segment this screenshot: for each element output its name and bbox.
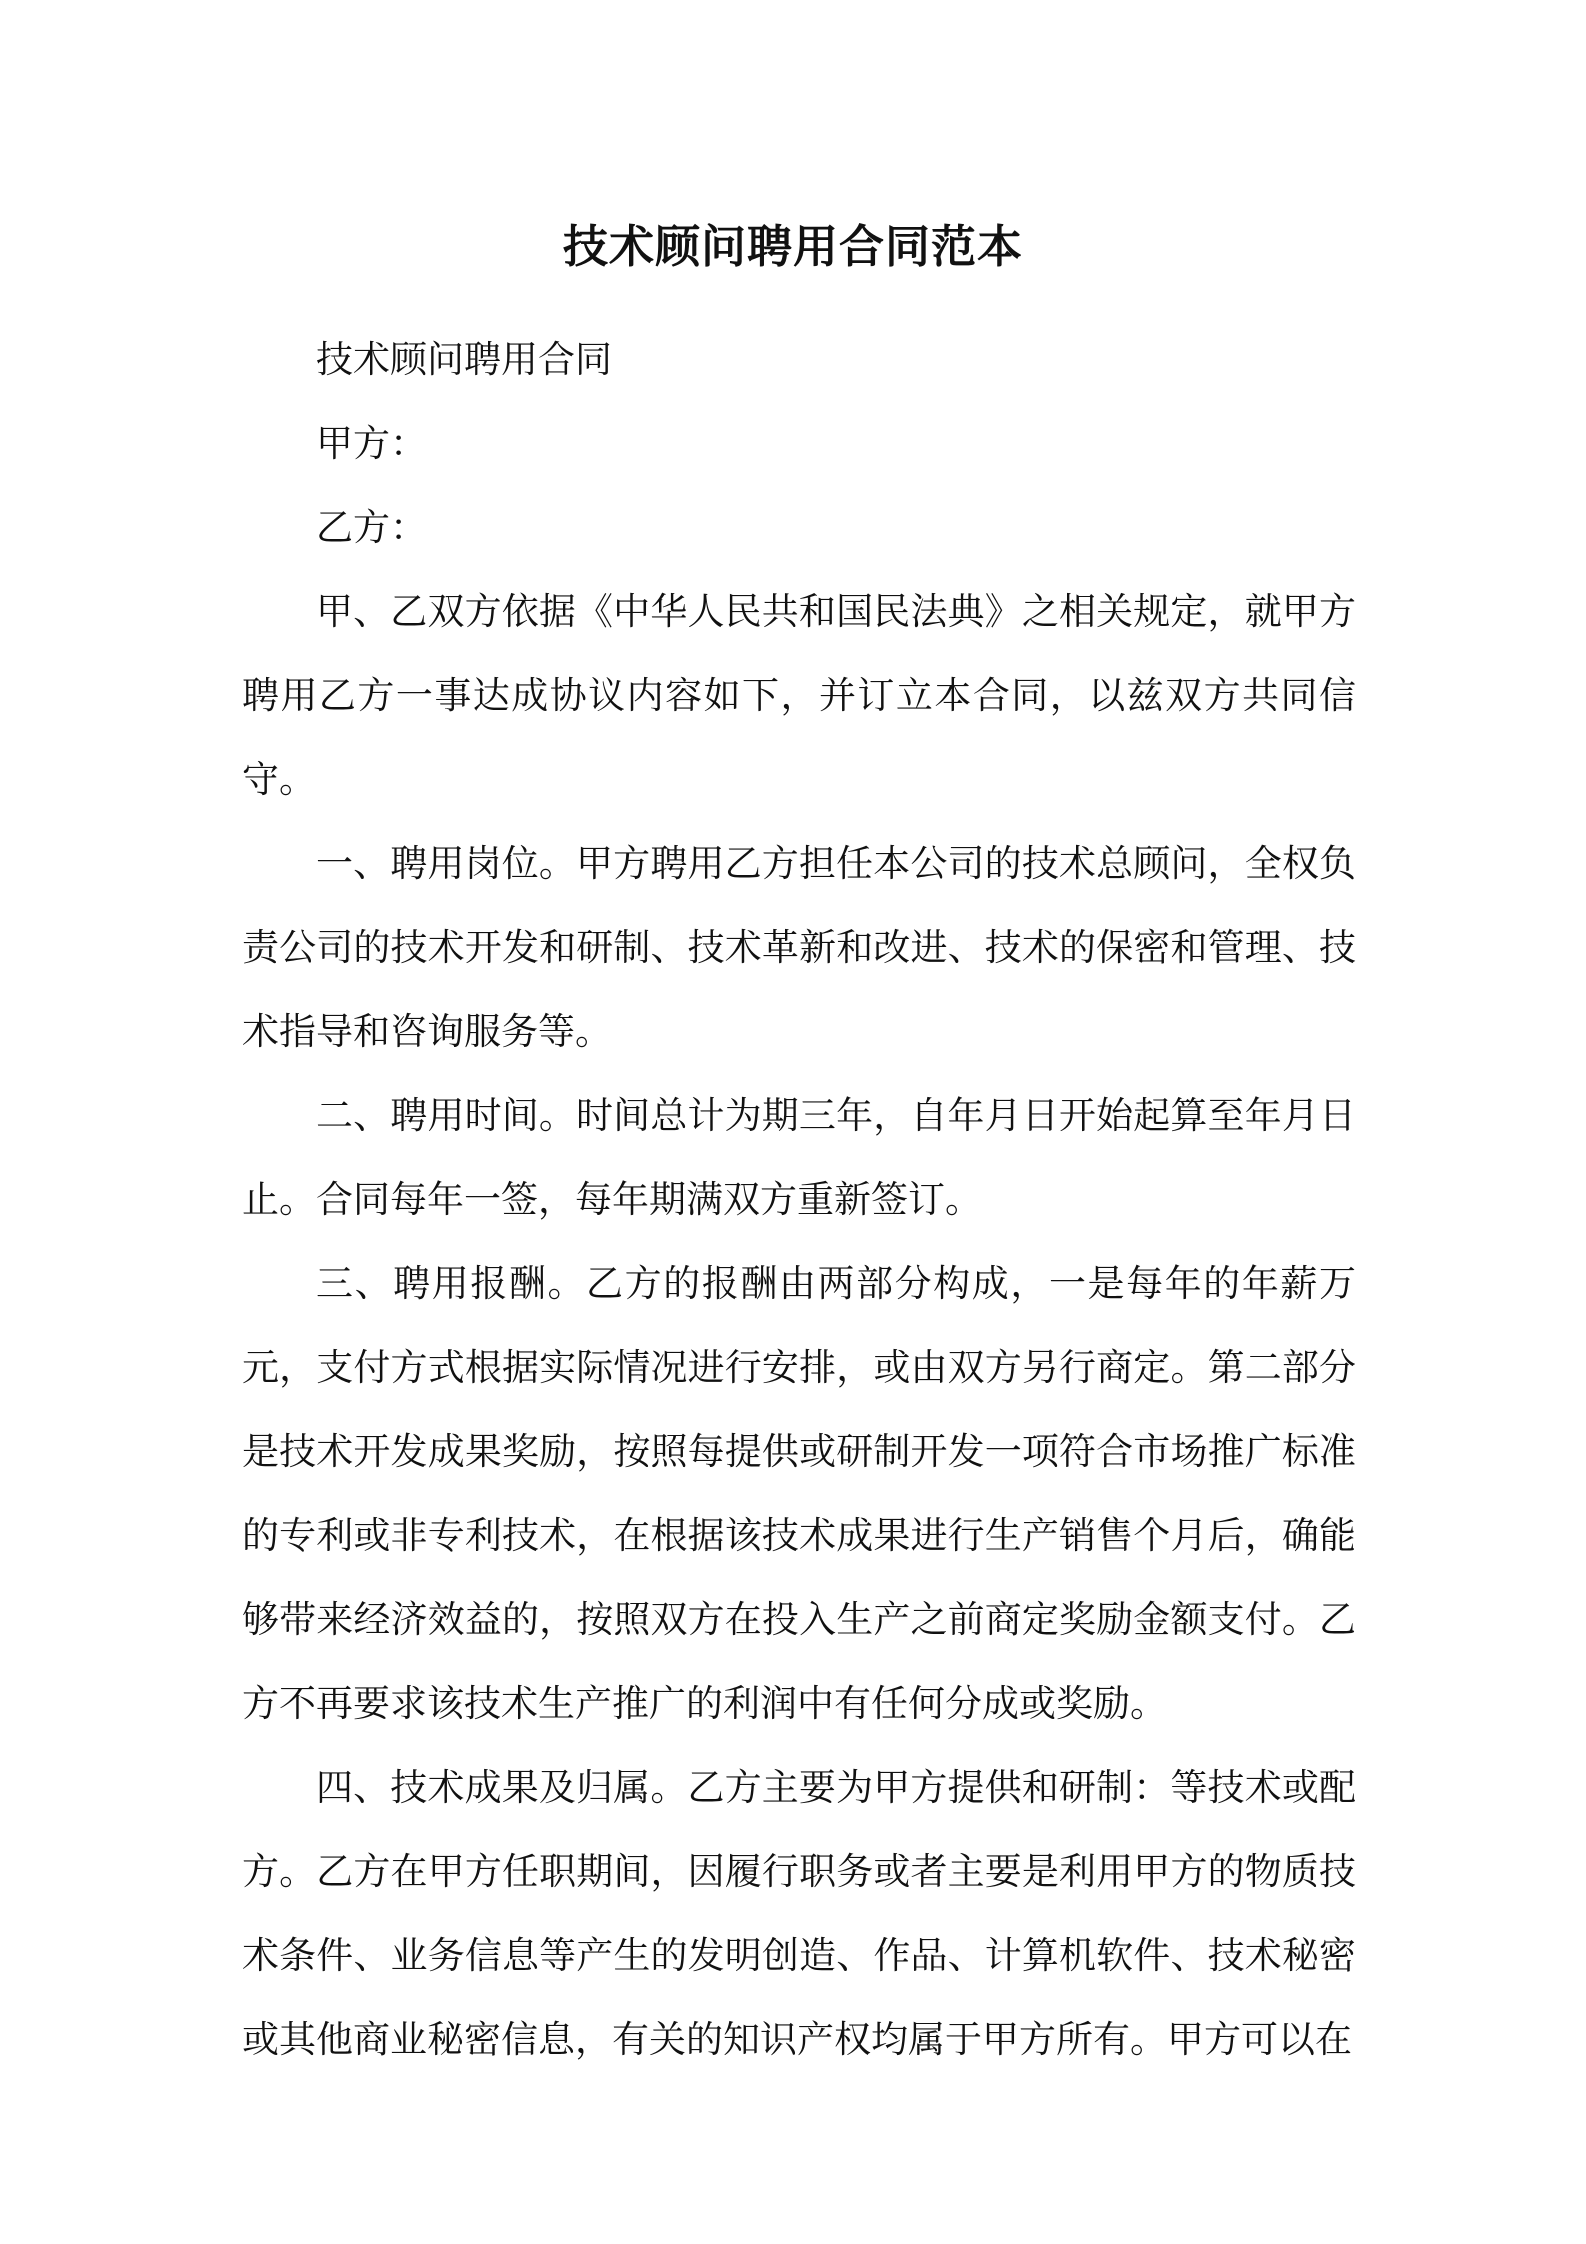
party-b-line: 乙方： <box>316 506 427 549</box>
party-a-line: 甲方： <box>316 422 427 465</box>
clause-2-term: 二、聘用时间。时间总计为期三年，自年月日开始起算至年月日止。合同每年一签，每年期满双方重新签订。 <box>242 1094 1356 1221</box>
clause-1-position: 一、聘用岗位。甲方聘用乙方担任本公司的技术总顾问，全权负责公司的技术开发和研制、技术革新和改进、技术的保密和管理、技术指导和咨询服务等。 <box>242 842 1356 1053</box>
document-title: 技术顾问聘用合同范本 <box>562 220 1023 273</box>
preamble-paragraph: 甲、乙双方依据《中华人民共和国民法典》之相关规定，就甲方聘用乙方一事达成协议内容如下，并订立本合同，以兹双方共同信守。 <box>242 590 1356 801</box>
clause-3-remuneration: 三、聘用报酬。乙方的报酬由两部分构成，一是每年的年薪万元，支付方式根据实际情况进行安排，或由双方另行商定。第二部分是技术开发成果奖励，按照每提供或研制开发一项符合市场推广标准的专利或非专利技术，在根据该技术成果进行生产销售个月后，确能够带来经济效益的，按照双方在投入生产之前商定奖励金额支付。乙方不再要求该技术生产推广的利润中有任何分成或奖励。 <box>242 1262 1356 1725</box>
contract-heading: 技术顾问聘用合同 <box>316 338 612 381</box>
document-body <box>242 318 1356 2082</box>
clause-4-ownership: 四、技术成果及归属。乙方主要为甲方提供和研制：等技术或配方。乙方在甲方任职期间，因履行职务或者主要是利用甲方的物质技术条件、业务信息等产生的发明创造、作品、计算机软件、技术秘密或其他商业秘密信息，有关的知识产权均属于甲方所有。甲方可以在 <box>242 1766 1356 2061</box>
